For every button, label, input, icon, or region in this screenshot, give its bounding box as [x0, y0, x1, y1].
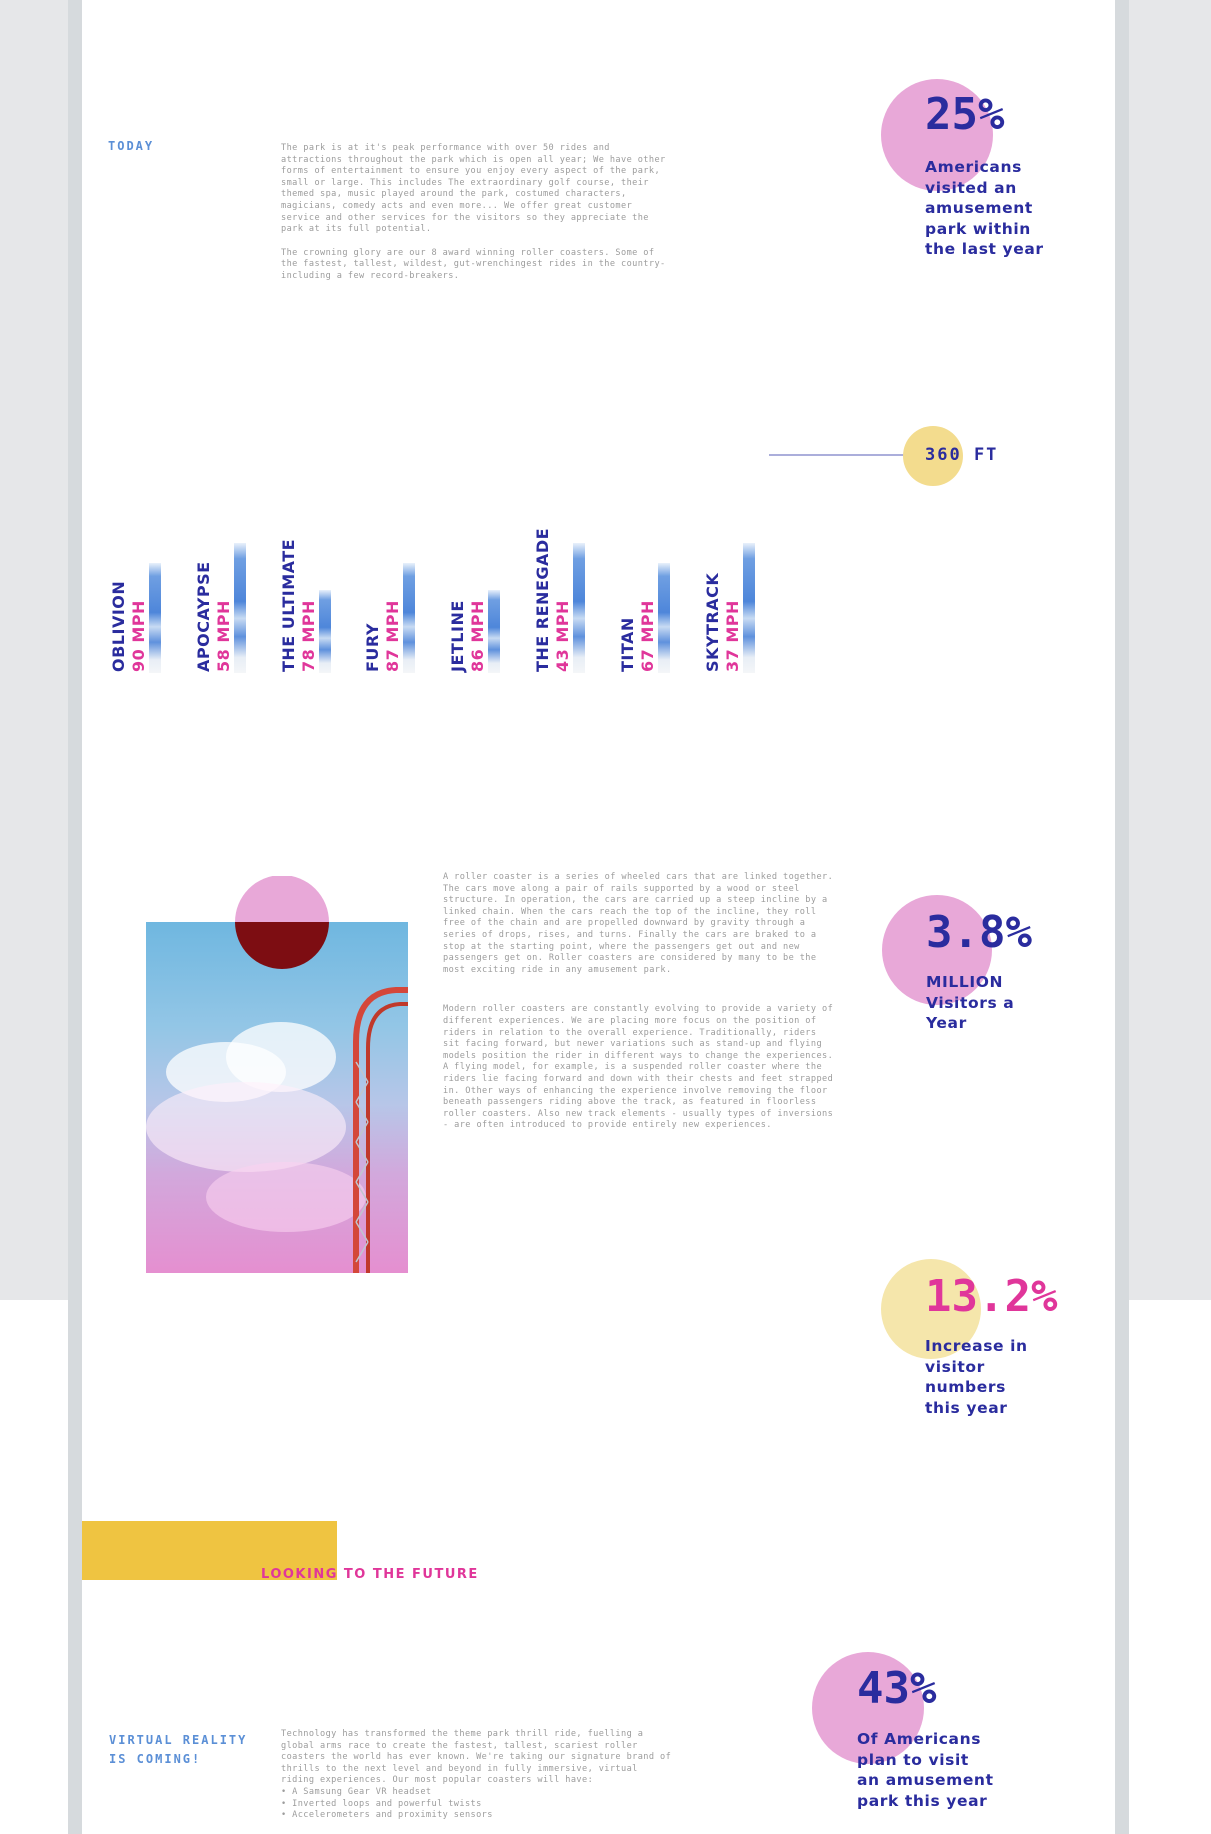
today-label: TODAY — [108, 139, 155, 153]
coaster-name: FURY — [363, 623, 383, 672]
coaster-speed: 43 MPH — [553, 600, 572, 672]
coaster-height-bar — [319, 590, 331, 673]
coaster-label — [618, 600, 658, 672]
stat-number-visitors: 3.8% — [926, 907, 1032, 958]
future-title — [261, 1567, 479, 1582]
coaster-name: THE ULTIMATE — [278, 538, 298, 672]
coaster-label — [363, 600, 403, 672]
coasters-text — [443, 872, 835, 1144]
today-paragraph: The crowning glory are our 8 award winning roller coasters. Some of the fastest, tallest, wildest, gut-wrenchingest rides in the country-including a few record-breakers. — [281, 247, 666, 281]
coasters-paragraph: Modern roller coasters are constantly evolving to provide a variety of different experiences. We are placing more focus on the position of riders in relation to the overall experience. Traditionally, riders sit facing forward, but newer variations such as stand-up and flying models position the rider in different ways to change the experiences. A flying model, for example, is a suspended roller coaster where the riders lie facing forward and down with their chests and feet strapped in. Other ways of enhancing the experience involve removing the floor beneath passengers riding above the track, as featured in floorless roller coasters. Also new track elements - usually types of inversions - are often introduced to provide entirely new experiences. — [443, 1004, 834, 1131]
stat-caption-increase: Increase in visitor numbers this year — [925, 1337, 1028, 1417]
stat-number-americans: 25% — [925, 89, 1005, 140]
stat-caption-plan: Of Americans plan to visit an amusement park this year — [857, 1730, 994, 1810]
page-border-right — [1115, 0, 1129, 1834]
vr-label: VIRTUAL REALITY IS COMING! — [109, 1733, 248, 1766]
roller-coaster-photo — [146, 922, 408, 1273]
coaster-label — [109, 581, 149, 672]
coaster-name: APOCAYPSE — [193, 561, 213, 672]
photo-circle-overlay — [234, 876, 330, 972]
coaster-height-bar — [403, 563, 415, 673]
page-border-left — [68, 0, 82, 1834]
vr-bullet: • Inverted loops and powerful twists — [281, 1798, 482, 1809]
height-annotation-line — [765, 425, 915, 487]
coaster-name: JETLINE — [448, 600, 468, 672]
coaster-height-bar — [234, 543, 246, 673]
coaster-height-bar — [573, 543, 585, 673]
coaster-label — [448, 600, 488, 672]
coaster-label — [279, 539, 319, 672]
coaster-speed: 58 MPH — [213, 600, 233, 672]
coaster-label — [703, 573, 743, 672]
coaster-speed: 87 MPH — [383, 600, 403, 672]
stat-caption-visitors: MILLION Visitors a Year — [926, 973, 1015, 1032]
coaster-speed: 78 MPH — [298, 600, 318, 672]
coaster-label — [533, 528, 573, 672]
stat-number-increase: 13.2% — [925, 1271, 1058, 1322]
coaster-height-bar — [488, 590, 500, 673]
vr-intro: Technology has transformed the theme park thrill ride, fuelling a global arms race to create the fastest, tallest, scariest roller coasters the world has ever known. We're taking our signature brand of thrills to the next level and beyond in fully immersive, virtual riding experiences. Our most popular coasters will have: — [281, 1729, 672, 1786]
coasters-paragraph: A roller coaster is a series of wheeled cars that are linked together. The cars move along a pair of rails supported by a wood or steel structure. In operation, the cars are carried up a steep incline by a linked chain. When the cars reach the top of the incline, they roll free of the chain and are propelled downward by gravity through a series of drops, rises, and turns. Finally the cars are braked to a stop at the starting point, where the passengers get out and new passengers get on. Roller coasters are considered by many to be the most exciting ride in any amusement park. — [443, 872, 834, 975]
vr-text — [281, 1729, 673, 1822]
coaster-track-graphic — [346, 982, 408, 1273]
coaster-speed: 37 MPH — [722, 600, 742, 672]
stat-caption-americans: Americans visited an amusement park within the last year — [925, 158, 1044, 258]
coaster-speed: 67 MPH — [637, 600, 657, 672]
height-annotation: 360 FT — [925, 445, 999, 465]
today-text — [281, 143, 673, 295]
coaster-name: TITAN — [617, 617, 637, 672]
coaster-label — [194, 561, 234, 672]
coaster-name: THE RENEGADE — [533, 527, 552, 672]
coaster-name: SKYTRACK — [702, 572, 722, 672]
today-paragraph: The park is at it's peak performance with over 50 rides and attractions throughout the park which is open all year; We have other forms of entertainment to ensure you enjoy every aspect of the park, small or large. This includes The extraordinary golf course, their themed spa, music played around the park, costumed characters, magicians, comedy acts and even more... We offer great customer service and other services for the visitors so they appreciate the park at its full potential. — [281, 143, 666, 235]
vr-bullet: • A Samsung Gear VR headset — [281, 1786, 432, 1797]
coaster-speed: 86 MPH — [468, 600, 488, 672]
vr-bullet: • Accelerometers and proximity sensors — [281, 1810, 493, 1821]
coaster-height-bar — [149, 563, 161, 673]
stat-number-plan: 43% — [857, 1663, 937, 1714]
coaster-height-bar — [658, 563, 670, 673]
coaster-height-bar — [743, 543, 755, 673]
future-title-part1: LOOKING — [261, 1567, 338, 1582]
future-title-part2: TO THE FUTURE — [337, 1567, 479, 1582]
coaster-speed: 90 MPH — [129, 600, 148, 672]
coaster-name: OBLIVION — [109, 580, 128, 672]
